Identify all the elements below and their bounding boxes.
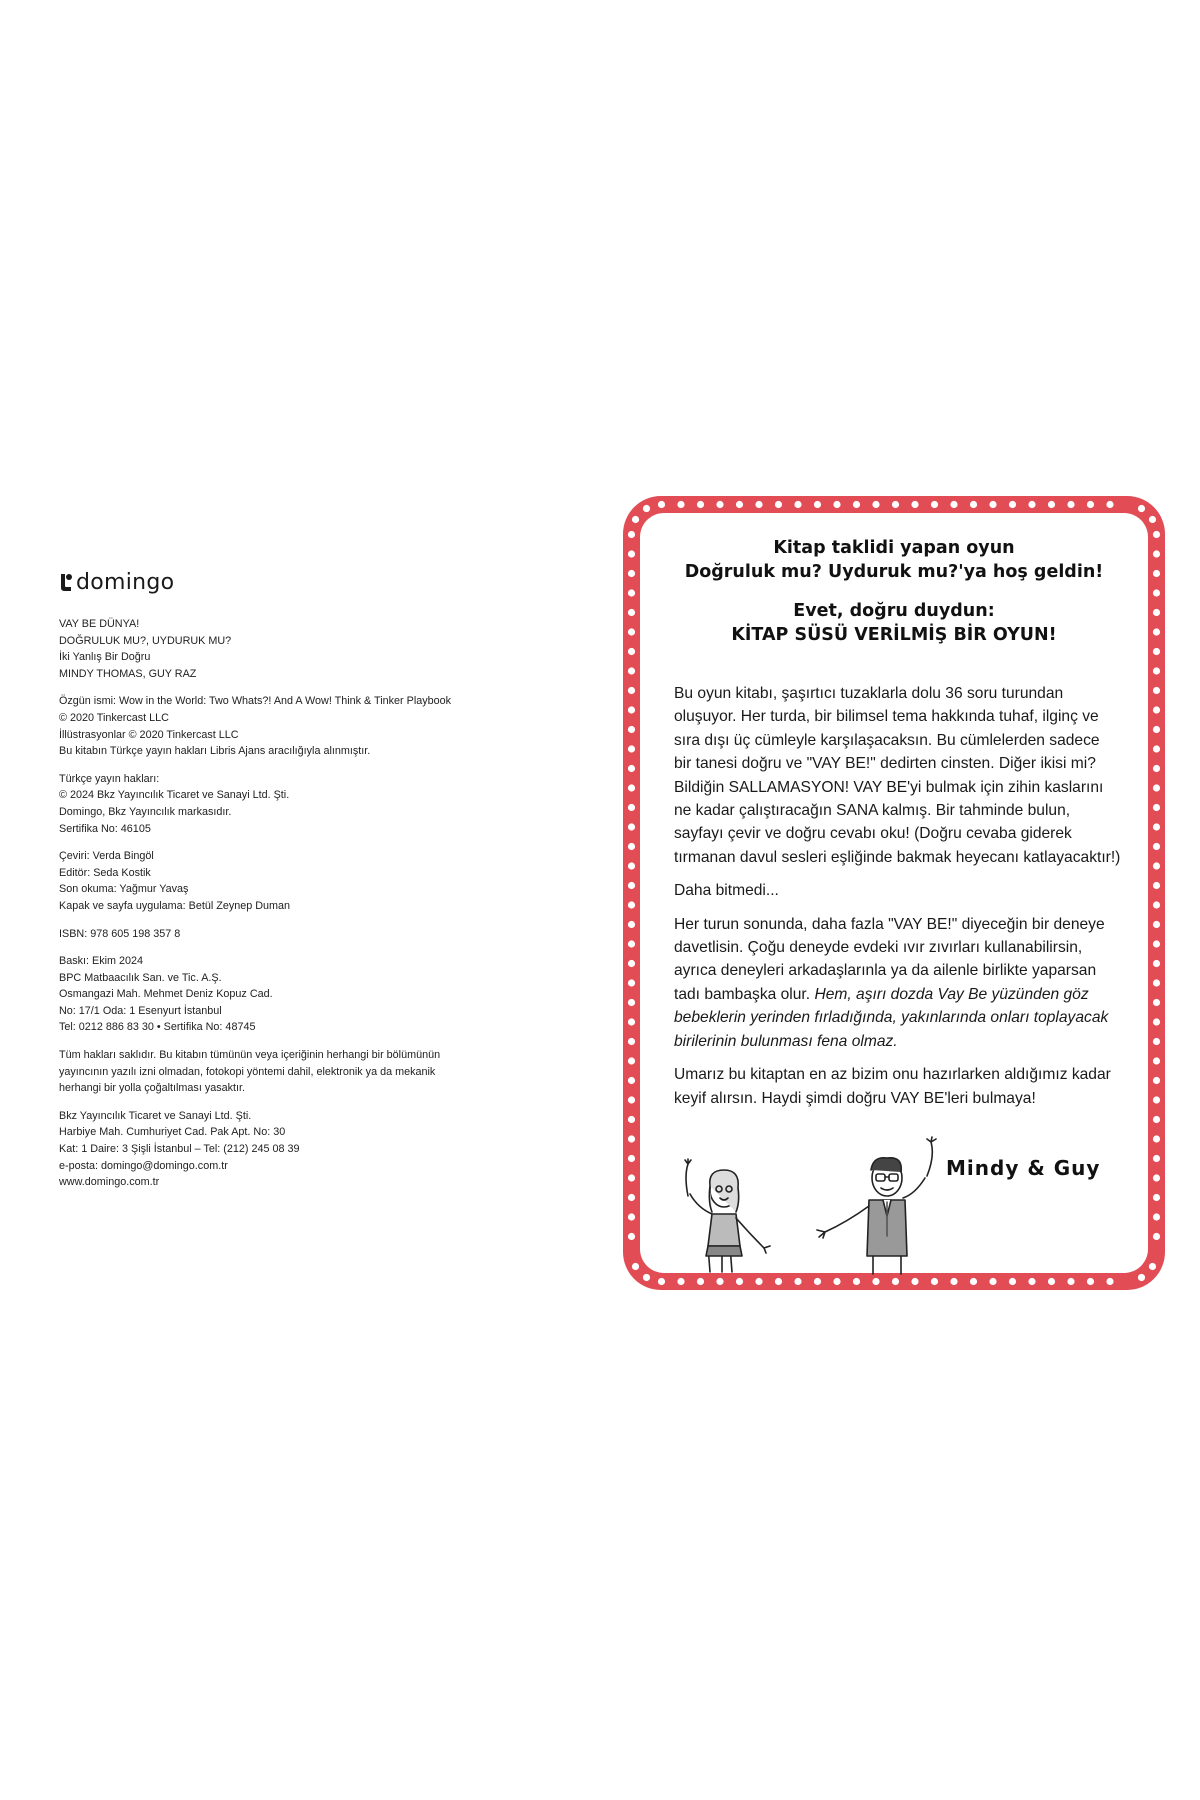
marquee-bulb [950,1278,957,1285]
marquee-bulb [628,921,635,928]
marquee-bulb [892,501,899,508]
paragraph: Umarız bu kitaptan en az bizim onu hazırlarken aldığımız kadar keyif alırsın. Haydi şimdi doğru VAY BE'leri bulmaya! [674,1066,1111,1107]
imprint-line: Kat: 1 Daire: 3 Şişli İstanbul – Tel: (212) 245 08 39 [59,1143,300,1156]
marquee-bulb [1153,1116,1160,1123]
imprint-line: Bu kitabın Türkçe yayın hakları Libris Ajans aracılığıyla alınmıştır. [59,745,371,758]
marquee-bulb [1153,882,1160,889]
marquee-bulb [1153,823,1160,830]
paragraph-italic-text: Hem, aşırı dozda Vay Be yüzünden göz bebeklerin yerinden fırladığında, yakınlarında onları toplayacak birilerinin bulunması fena olmaz. [674,985,1109,1050]
imprint-line: Tel: 0212 886 83 30 • Sertifika No: 48745 [59,1021,256,1034]
marquee-bulb [628,667,635,674]
imprint-line: VAY BE DÜNYA! [59,618,140,630]
imprint-blocks [59,616,519,1191]
marquee-bulb [677,501,684,508]
marquee-bulb [628,765,635,772]
marquee-bulb [658,501,665,508]
marquee-bulb [697,501,704,508]
marquee-bulb [1153,1135,1160,1142]
marquee-bulb [833,501,840,508]
marquee-bulb [628,901,635,908]
marquee-bulb [1153,1233,1160,1240]
logo-text: domingo [76,570,175,595]
marquee-bulb [794,1278,801,1285]
marquee-bulb [628,1135,635,1142]
marquee-bulb [794,501,801,508]
marquee-bulb [853,501,860,508]
marquee-bulb [632,1263,639,1270]
marquee-bulb [628,648,635,655]
marquee-bulb [628,1194,635,1201]
marquee-bulb [1153,1155,1160,1162]
imprint-line: MINDY THOMAS, GUY RAZ [59,667,197,680]
marquee-bulb [1048,1278,1055,1285]
welcome-heading-line: Kitap taklidi yapan oyun [773,538,1015,558]
marquee-bulb [1153,999,1160,1006]
imprint-line: © 2020 Tinkercast LLC [59,711,169,724]
imprint-line: Osmangazi Mah. Mehmet Deniz Kopuz Cad. [59,988,273,1001]
marquee-bulb [1138,1274,1145,1281]
marquee-bulb [892,1278,899,1285]
marquee-bulb [1153,784,1160,791]
imprint-line: No: 17/1 Oda: 1 Esenyurt İstanbul [59,1004,222,1017]
imprint-line: Harbiye Mah. Cumhuriyet Cad. Pak Apt. No: 30 [59,1126,286,1139]
marquee-bulb [628,1233,635,1240]
marquee-bulb [1153,1057,1160,1064]
marquee-bulb [1153,706,1160,713]
imprint-line: İki Yanlış Bir Doğru [59,651,151,664]
marquee-bulb [716,1278,723,1285]
marquee-bulb [628,745,635,752]
imprint-line: Editör: Seda Kostik [59,866,151,879]
marquee-bulb [1153,843,1160,850]
marquee-bulb [643,505,650,512]
imprint-block [59,1108,519,1191]
marquee-bulb [628,882,635,889]
marquee-bulb [1149,1263,1156,1270]
mindy-waving-illustration [678,1156,788,1276]
marquee-bulb [1149,516,1156,523]
paragraph-text: Her turun sonunda, daha fazla "VAY BE!" diyeceğin bir deneye davetlisin. Çoğu deneyde evdeki ıvır zıvırları kullanabilirsin, ayrıca deneyleri arkadaşlarınla ya da ailenle birlikte yaparsan tadı bambaşka olur. [674,915,1105,1003]
marquee-bulb [775,501,782,508]
marquee-bulb [1153,726,1160,733]
imprint-line: Domingo, Bkz Yayıncılık markasıdır. [59,805,232,818]
marquee-bulb [628,1116,635,1123]
imprint-line: e-posta: domingo@domingo.com.tr [59,1159,228,1172]
imprint-line: Sertifika No: 46105 [59,822,151,835]
imprint-line: İllüstrasyonlar © 2020 Tinkercast LLC [59,728,239,741]
marquee-bulb [1087,501,1094,508]
marquee-bulb [658,1278,665,1285]
imprint-line: Kapak ve sayfa uygulama: Betül Zeynep Duman [59,899,291,912]
imprint-line: Baskı: Ekim 2024 [59,955,144,968]
subheading [623,599,1165,647]
marquee-bulb [1028,501,1035,508]
marquee-bulb [1153,1213,1160,1220]
marquee-bulb [950,501,957,508]
marquee-bulb [911,1278,918,1285]
marquee-bulb [716,501,723,508]
marquee-bulb [1153,1018,1160,1025]
marquee-bulb [628,726,635,733]
imprint-block [59,1047,519,1097]
marquee-bulb [833,1278,840,1285]
imprint-line: ISBN: 978 605 198 357 8 [59,927,181,940]
marquee-bulb [814,501,821,508]
marquee-bulb [628,1174,635,1181]
marquee-bulb [1153,745,1160,752]
guy-waving-illustration [803,1136,953,1276]
marquee-bulb [1028,1278,1035,1285]
marquee-bulb [677,1278,684,1285]
marquee-bulb [1153,667,1160,674]
intro-body [674,682,1121,1120]
imprint-block [59,616,519,682]
imprint-line: herhangi bir yolla çoğaltılması yasaktır. [59,1082,246,1095]
imprint-line: yayıncının yazılı izni olmadan, fotokopi yöntemi dahil, elektronik ya da mekanik [59,1065,436,1078]
marquee-bulb [628,1038,635,1045]
marquee-bulb [1153,862,1160,869]
marquee-bulb [853,1278,860,1285]
welcome-heading [623,536,1165,584]
marquee-bulb [1153,687,1160,694]
subheading-line: KİTAP SÜSÜ VERİLMİŞ BİR OYUN! [731,625,1057,645]
marquee-bulb [814,1278,821,1285]
marquee-bulb [628,1096,635,1103]
marquee-bulb [1153,765,1160,772]
imprint-line: DOĞRULUK MU?, UYDURUK MU? [59,634,232,647]
marquee-bulb [1153,589,1160,596]
marquee-bulb [1153,921,1160,928]
marquee-bulb [1087,1278,1094,1285]
marquee-bulb [1106,1278,1113,1285]
marquee-bulb [755,501,762,508]
marquee-bulb [989,1278,996,1285]
signature: Mindy & Guy [946,1156,1101,1180]
marquee-bulb [1153,901,1160,908]
marquee-bulb [1153,1096,1160,1103]
marquee-bulb [970,1278,977,1285]
marquee-bulb [736,501,743,508]
marquee-bulb [872,1278,879,1285]
marquee-bulb [1067,501,1074,508]
imprint-block [59,693,519,759]
marquee-bulb [628,687,635,694]
marquee-bulb [1067,1278,1074,1285]
marquee-bulb [643,1274,650,1281]
imprint-line: Çeviri: Verda Bingöl [59,850,154,863]
marquee-bulb [628,706,635,713]
marquee-bulb [632,516,639,523]
imprint-line: Özgün ismi: Wow in the World: Two Whats?! And A Wow! Think & Tinker Playbook [59,695,452,708]
imprint-line: www.domingo.com.tr [59,1176,160,1189]
marquee-bulb [1153,960,1160,967]
imprint-line: Türkçe yayın hakları: [59,772,160,785]
imprint-block [59,926,519,943]
marquee-bulb [628,1213,635,1220]
marquee-bulb [1153,1077,1160,1084]
marquee-bulb [628,1077,635,1084]
imprint-line: Bkz Yayıncılık Ticaret ve Sanayi Ltd. Şti. [59,1109,252,1122]
marquee-bulb [736,1278,743,1285]
marquee-bulb [911,501,918,508]
paragraph: Bu oyun kitabı, şaşırtıcı tuzaklarla dolu 36 soru turundan oluşuyor. Her turda, bir bilimsel tema hakkında tuhaf, ilginç ve sıra dışı üç cümleyle karşılaşacaksın. Bu cümlelerden sadece bir tanesi doğru ve "VAY BE!" dedirten cinsten. Diğer ikisi mi? Bildiğin SALLAMASYON! VAY BE'yi bulmak için zihin kaslarını ne kadar çalıştıracağın SANA kalmış. Bir tahminde bulun, sayfayı çevir ve doğru cevabı oku! (Doğru cevaba giderek tırmanan davul sesleri eşliğinde bakmak heyecanı katlayacaktır!) [674,685,1121,866]
marquee-bulb [931,1278,938,1285]
marquee-bulb [628,1018,635,1025]
imprint-line: BPC Matbaacılık San. ve Tic. A.Ş. [59,971,222,984]
marquee-bulb [1153,1038,1160,1045]
marquee-bulb [628,843,635,850]
marquee-bulb [628,823,635,830]
marquee-bulb [1153,1194,1160,1201]
marquee-bulb [1153,940,1160,947]
marquee-bulb [628,979,635,986]
marquee-bulb [1106,501,1113,508]
marquee-bulb [775,1278,782,1285]
welcome-heading-line: Doğruluk mu? Uyduruk mu?'ya hoş geldin! [684,562,1104,582]
marquee-bulb [931,501,938,508]
imprint-block [59,771,519,837]
imprint-line: Son okuma: Yağmur Yavaş [59,883,189,896]
marquee-bulb [697,1278,704,1285]
marquee-bulb [628,1155,635,1162]
imprint-line: © 2024 Bkz Yayıncılık Ticaret ve Sanayi Ltd. Şti. [59,789,290,802]
marquee-bulb [1048,501,1055,508]
marquee-bulb [628,784,635,791]
marquee-bulb [1153,979,1160,986]
marquee-bulb [970,501,977,508]
marquee-bulb [628,1057,635,1064]
marquee-bulb [1153,1174,1160,1181]
paragraph [674,913,1121,1053]
imprint-page [59,562,519,1202]
imprint-block [59,848,519,914]
marquee-bulb [1009,501,1016,508]
marquee-bulb [628,999,635,1006]
imprint-block [59,953,519,1036]
marquee-bulb [872,501,879,508]
imprint-line: Tüm hakları saklıdır. Bu kitabın tümünün veya içeriğinin herhangi bir bölümünün [59,1049,441,1062]
marquee-bulb [1153,648,1160,655]
domingo-logo-icon [59,572,73,592]
marquee-bulb [755,1278,762,1285]
marquee-bulb [628,804,635,811]
marquee-bulb [628,940,635,947]
marquee-bulb [989,501,996,508]
marquee-bulb [1138,505,1145,512]
marquee-bulb [628,960,635,967]
publisher-logo [59,562,519,594]
marquee-frame [623,496,1165,1290]
marquee-bulb [628,589,635,596]
marquee-bulb [628,862,635,869]
marquee-bulb [1153,804,1160,811]
marquee-bulb [1009,1278,1016,1285]
subheading-line: Evet, doğru duydun: [793,601,995,621]
paragraph: Daha bitmedi... [674,882,779,900]
